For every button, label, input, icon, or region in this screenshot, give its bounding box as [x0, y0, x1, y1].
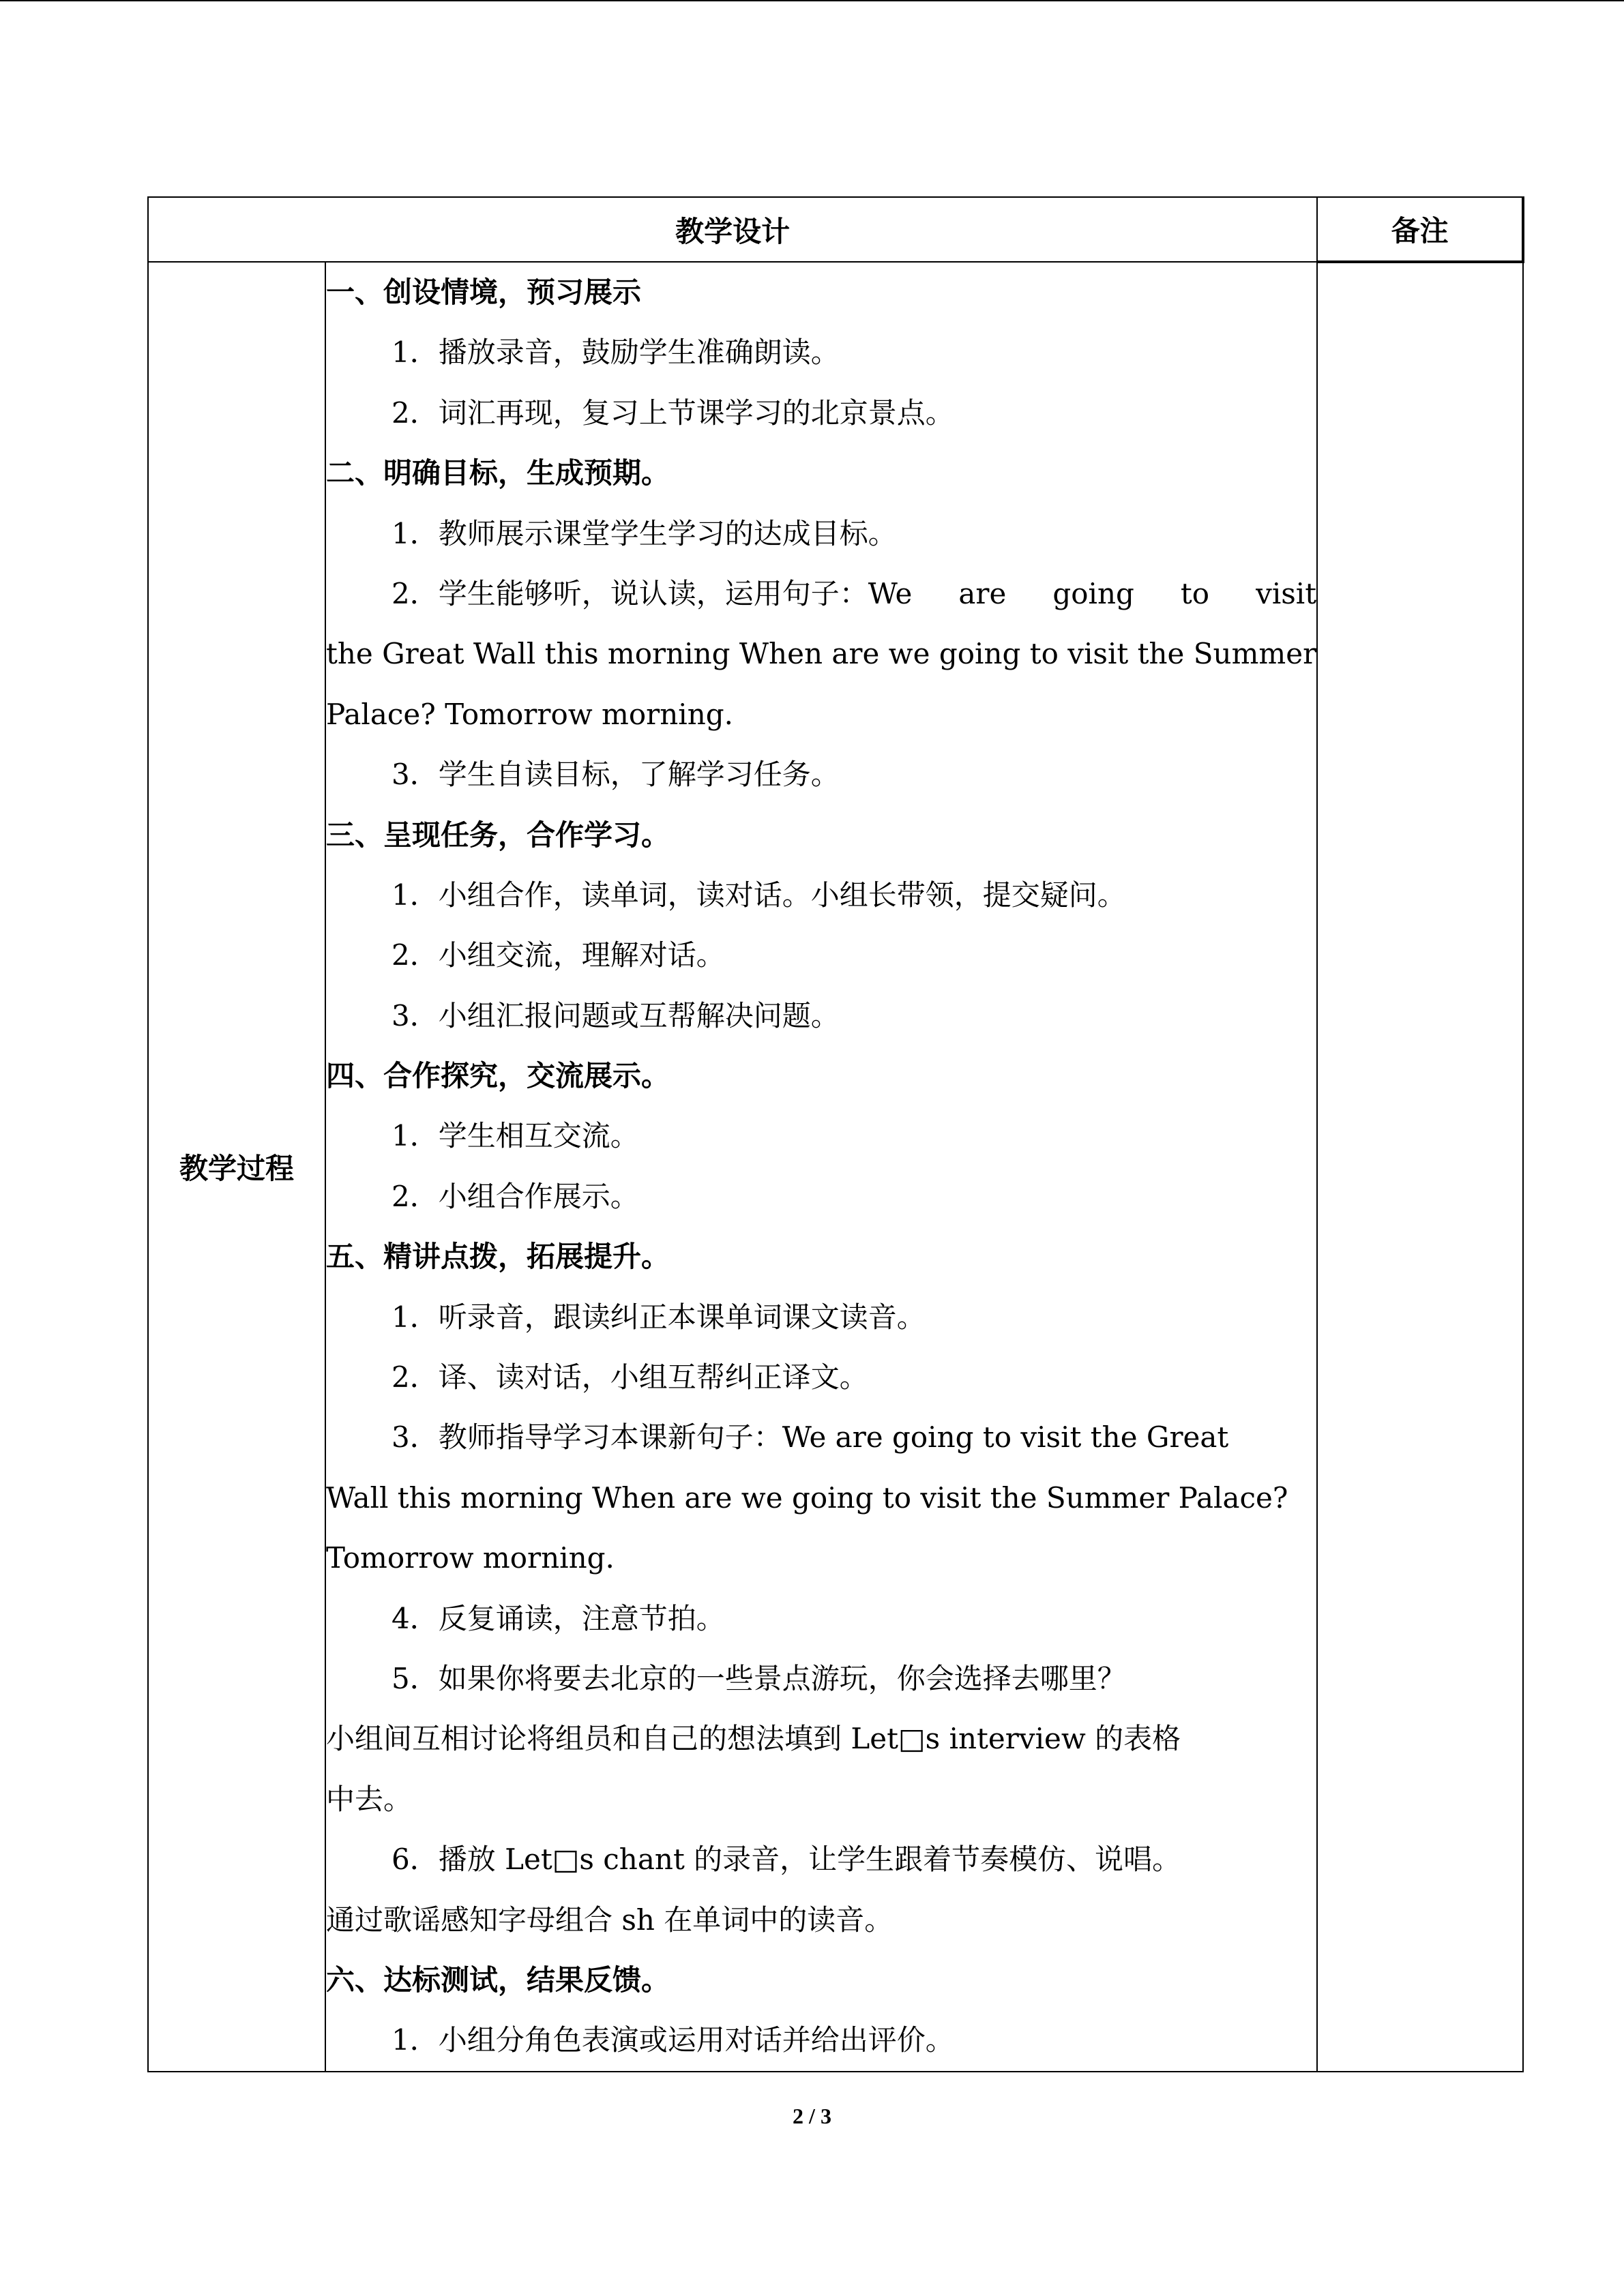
content-line: 4．反复诵读，注意节拍。: [392, 1601, 725, 1635]
top-border-line: [0, 0, 1624, 1]
process-content-cell: [325, 262, 1317, 2072]
content-line: 5．如果你将要去北京的一些景点游玩，你会选择去哪里？: [392, 1661, 1126, 1695]
header-notes: 备注: [1317, 197, 1523, 262]
table-body-row: [148, 262, 1523, 2072]
content-line: 1．教师展示课堂学生学习的达成目标。: [392, 516, 897, 550]
content-line: Wall this morning When are we going to visit the Summer Palace?: [326, 1480, 1288, 1515]
section-heading: 一、创设情境，预习展示: [326, 275, 642, 309]
content-line: 2．小组合作展示。: [392, 1179, 639, 1213]
content-line: 6．播放 Let□s chant 的录音，让学生跟着节奏模仿、说唱。: [392, 1843, 1181, 1877]
content-word: to: [1180, 576, 1210, 610]
content-line: 3．教师指导学习本课新句子：We are going to visit the Great: [392, 1420, 1229, 1455]
page-number: 2 / 3: [793, 2104, 831, 2128]
content-line: 1．学生相互交流。: [392, 1119, 639, 1153]
content-line: 2．小组交流，理解对话。: [392, 938, 725, 972]
content-line: 3．学生自读目标，了解学习任务。: [392, 758, 840, 792]
section-heading: 四、合作探究，交流展示。: [326, 1059, 670, 1093]
content-word: are: [958, 576, 1007, 610]
content-line: 1．小组分角色表演或运用对话并给出评价。: [392, 2023, 954, 2057]
section-heading: 五、精讲点拨，拓展提升。: [326, 1240, 670, 1274]
content-line: 2．词汇再现，复习上节课学习的北京景点。: [392, 396, 954, 430]
section-heading: 六、达标测试，结果反馈。: [326, 1963, 670, 1997]
content-line: Tomorrow morning.: [326, 1541, 615, 1575]
table-header-row: [148, 197, 1523, 262]
content-line: the Great Wall this morning When are we going to visit the Summer: [326, 637, 1317, 671]
header-design: 教学设计: [148, 197, 1317, 262]
section-heading: 二、明确目标，生成预期。: [326, 456, 670, 490]
notes-cell: [1317, 262, 1523, 2072]
content-line: [326, 564, 1316, 624]
content-line: 中去。: [326, 1782, 413, 1816]
content-line: 通过歌谣感知字母组合 sh 在单词中的读音。: [326, 1903, 894, 1937]
lesson-table: [147, 196, 1524, 2072]
content-word: 2．学生能够听，说认读，运用句子：We: [392, 576, 913, 610]
row-label: 教学过程: [148, 262, 325, 2072]
content-line: 2．译、读对话，小组互帮纠正译文。: [392, 1360, 868, 1395]
content-line: 1．小组合作，读单词，读对话。小组长带领，提交疑问。: [392, 878, 1126, 912]
content-word: going: [1052, 576, 1134, 610]
content-line: Palace? Tomorrow morning.: [326, 697, 733, 731]
content-line: 3．小组汇报问题或互帮解决问题。: [392, 998, 840, 1032]
content-line: 1．播放录音，鼓励学生准确朗读。: [392, 336, 840, 370]
content-word: visit: [1256, 576, 1317, 610]
content-line: 小组间互相讨论将组员和自己的想法填到 Let□s interview 的表格: [326, 1722, 1181, 1756]
content-line: 1．听录音，跟读纠正本课单词课文读音。: [392, 1300, 926, 1334]
section-heading: 三、呈现任务，合作学习。: [326, 818, 670, 852]
